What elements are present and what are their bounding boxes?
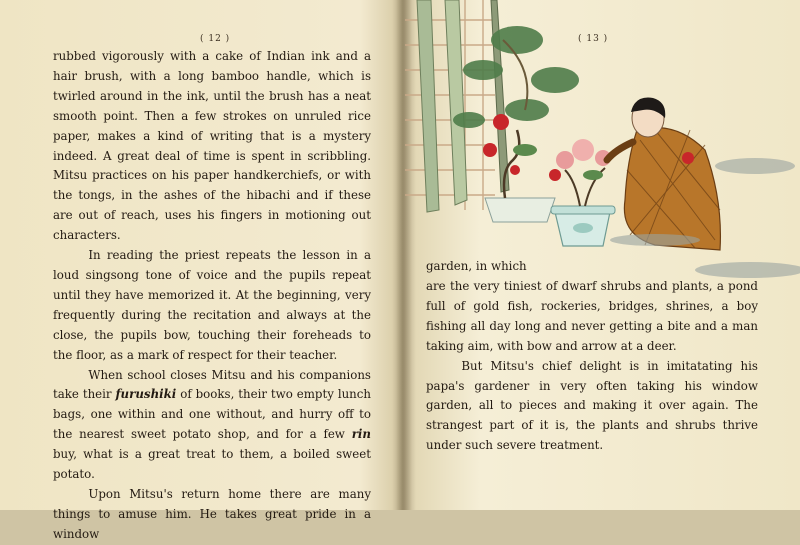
- term-furushiki: furushiki: [115, 387, 177, 402]
- right-paragraph-2: But Mitsu's chief delight is in imitatating his papa's gardener in very often taking his window garden, all to pieces and making it over again. The strangest part of it is, the plants and shrubs thrive under such severe treatment.: [426, 358, 758, 453]
- right-page-number: ( 13 ): [578, 34, 609, 44]
- right-page-first-line: garden, in which: [426, 259, 527, 273]
- left-page-text: [53, 47, 371, 545]
- right-page-text: [426, 277, 758, 456]
- term-rin: rin: [351, 427, 371, 442]
- left-paragraph-3-part2: of books, their two empty lunch bags, one within and one without, and hurry off to the nearest sweet potato shop, and for a few: [53, 387, 371, 442]
- left-paragraph-2: In reading the priest repeats the lesson in a loud singsong tone of voice and the pupils repeat until they have memorized it. At the beginning, very frequently during the recitation and always at the close, the pupils bow, touching their foreheads to the floor, as a mark of respect for their teacher.: [53, 248, 371, 362]
- right-paragraph-1: are the very tiniest of dwarf shrubs and plants, a pond full of gold fish, rockeries, bridges, shrines, a boy fishing all day long and never getting a bite and a man taking aim, with bow and arrow at a deer.: [426, 279, 758, 353]
- flower-pot: [549, 139, 615, 246]
- bonsai-tray: [483, 114, 555, 222]
- kneeling-boy: [607, 98, 720, 250]
- left-paragraph-3: [53, 366, 371, 485]
- boy-with-bonsai-illustration: [405, 0, 800, 285]
- left-paragraph-1: rubbed vigorously with a cake of Indian ink and a hair brush, with a long bamboo handle, which is twirled around in the ink, until the brush has a neat smooth point. Then a few strokes on unruled rice paper, makes a kind of writing that is a mystery indeed. A great deal of time is spent in scribbling. Mitsu practices on his paper handkerchiefs, or with the tongs, in the ashes of the hibachi and if these are out of reach, uses his fingers in motioning out characters.: [53, 49, 371, 243]
- left-paragraph-3-part1: When school closes Mitsu and his companions take their: [53, 367, 371, 402]
- tree-trunks: [417, 0, 509, 212]
- left-paragraph-4: Upon Mitsu's return home there are many things to amuse him. He takes great pride in a window: [53, 486, 371, 541]
- pine-foliage: [453, 26, 579, 128]
- left-page-number: ( 12 ): [200, 34, 231, 44]
- left-paragraph-3-part3: buy, what is a great treat to them, a boiled sweet potato.: [53, 447, 371, 482]
